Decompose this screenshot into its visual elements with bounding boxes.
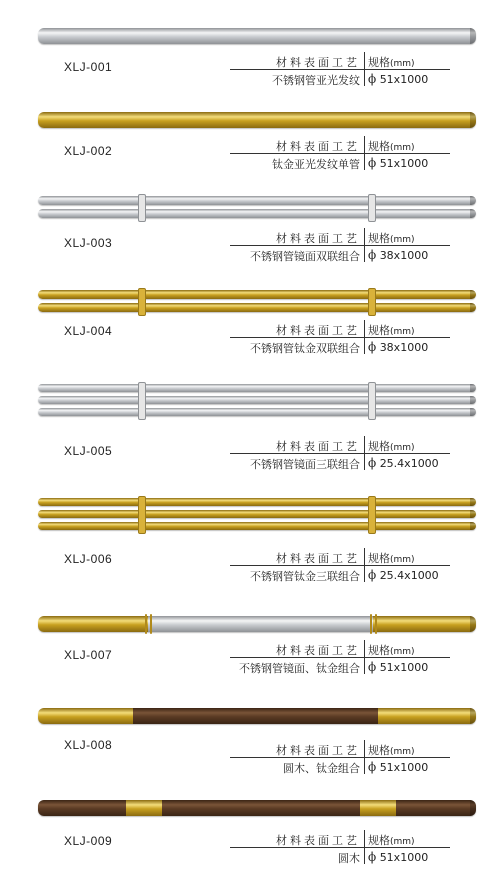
- tube: [38, 290, 476, 299]
- joint-ring: [370, 614, 372, 634]
- tube-end-cap: [470, 196, 476, 205]
- column-divider: [364, 640, 365, 674]
- tube-segment: [148, 616, 373, 632]
- spec-header-row: [230, 436, 450, 454]
- material-value: 不锈钢管钛金三联组合: [250, 570, 360, 583]
- tube-end-cap: [470, 510, 476, 518]
- material-header: 材料表面工艺: [276, 232, 360, 245]
- joint-ring: [375, 614, 377, 634]
- spec-header: 规格(mm): [368, 140, 415, 153]
- joint-ring: [150, 614, 152, 634]
- tube-end-cap: [470, 498, 476, 506]
- tube: [38, 209, 476, 218]
- tube: [38, 616, 476, 632]
- diameter-symbol: ϕ: [368, 760, 377, 774]
- spec-table: [230, 52, 450, 87]
- product-code: XLJ-005: [64, 444, 113, 458]
- spec-value: ϕ 38x1000: [368, 340, 429, 354]
- tube: [38, 112, 476, 128]
- spec-value-row: [230, 758, 450, 775]
- diameter-symbol: ϕ: [368, 340, 377, 354]
- product-code: XLJ-001: [64, 60, 113, 74]
- material-value: 不锈钢管镜面、钛金组合: [239, 662, 360, 675]
- spec-header-row: [230, 548, 450, 566]
- spec-table: [230, 320, 450, 355]
- diameter-symbol: ϕ: [368, 660, 377, 674]
- tube-segment: [126, 800, 162, 816]
- material-value: 圆木: [338, 852, 360, 865]
- connector-bracket: [138, 382, 146, 420]
- spec-header: 规格(mm): [368, 440, 415, 453]
- column-divider: [364, 52, 365, 86]
- tube: [38, 396, 476, 404]
- connector-bracket: [368, 194, 376, 222]
- spec-header-row: [230, 228, 450, 246]
- tube-end-cap: [470, 396, 476, 404]
- spec-value: ϕ 38x1000: [368, 248, 429, 262]
- material-value: 不锈钢管镜面双联组合: [250, 250, 360, 263]
- tube-end-cap: [470, 112, 476, 128]
- spec-header-row: [230, 52, 450, 70]
- tube-end-cap: [470, 408, 476, 416]
- connector-bracket: [368, 288, 376, 316]
- spec-value: ϕ 25.4x1000: [368, 568, 439, 582]
- tube: [38, 384, 476, 392]
- product-code: XLJ-004: [64, 324, 113, 338]
- material-value: 不锈钢管钛金双联组合: [250, 342, 360, 355]
- spec-value-row: [230, 338, 450, 355]
- material-header: 材料表面工艺: [276, 744, 360, 757]
- connector-bracket: [138, 288, 146, 316]
- spec-header: 规格(mm): [368, 834, 415, 847]
- spec-header: 规格(mm): [368, 644, 415, 657]
- material-value: 不锈钢管亚光发纹: [272, 74, 360, 87]
- spec-header-row: [230, 640, 450, 658]
- spec-header-row: [230, 320, 450, 338]
- tube: [38, 498, 476, 506]
- diameter-symbol: ϕ: [368, 456, 377, 470]
- spec-table: [230, 640, 450, 675]
- tube-end-cap: [470, 303, 476, 312]
- material-header: 材料表面工艺: [276, 834, 360, 847]
- spec-value: ϕ 25.4x1000: [368, 456, 439, 470]
- tube-end-cap: [470, 616, 476, 632]
- material-header: 材料表面工艺: [276, 140, 360, 153]
- connector-bracket: [138, 496, 146, 534]
- diameter-symbol: ϕ: [368, 72, 377, 86]
- spec-header: 规格(mm): [368, 56, 415, 69]
- tube: [38, 510, 476, 518]
- tube-segment: [133, 708, 378, 724]
- column-divider: [364, 320, 365, 354]
- spec-value-row: [230, 454, 450, 471]
- tube: [38, 303, 476, 312]
- spec-header: 规格(mm): [368, 744, 415, 757]
- spec-table: [230, 436, 450, 471]
- tube: [38, 708, 476, 724]
- spec-value: ϕ 51x1000: [368, 760, 429, 774]
- tube: [38, 28, 476, 44]
- tube: [38, 408, 476, 416]
- column-divider: [364, 436, 365, 470]
- material-value: 不锈钢管镜面三联组合: [250, 458, 360, 471]
- connector-bracket: [138, 194, 146, 222]
- joint-ring: [145, 614, 147, 634]
- tube-end-cap: [470, 290, 476, 299]
- spec-value-row: [230, 246, 450, 263]
- tube-end-cap: [470, 522, 476, 530]
- column-divider: [364, 548, 365, 582]
- tube-end-cap: [470, 28, 476, 44]
- spec-header: 规格(mm): [368, 232, 415, 245]
- tube: [38, 196, 476, 205]
- connector-bracket: [368, 382, 376, 420]
- tube-end-cap: [470, 384, 476, 392]
- tube-end-cap: [470, 708, 476, 724]
- spec-value-row: [230, 566, 450, 583]
- product-code: XLJ-003: [64, 236, 113, 250]
- column-divider: [364, 228, 365, 262]
- tube-segment: [360, 800, 396, 816]
- spec-value-row: [230, 658, 450, 675]
- spec-table: [230, 830, 450, 865]
- column-divider: [364, 136, 365, 170]
- product-code: XLJ-006: [64, 552, 113, 566]
- spec-header-row: [230, 136, 450, 154]
- diameter-symbol: ϕ: [368, 850, 377, 864]
- spec-header-row: [230, 740, 450, 758]
- spec-value: ϕ 51x1000: [368, 72, 429, 86]
- spec-header: 规格(mm): [368, 324, 415, 337]
- spec-value: ϕ 51x1000: [368, 156, 429, 170]
- material-header: 材料表面工艺: [276, 56, 360, 69]
- spec-value-row: [230, 70, 450, 87]
- product-code: XLJ-008: [64, 738, 113, 752]
- material-header: 材料表面工艺: [276, 552, 360, 565]
- diameter-symbol: ϕ: [368, 568, 377, 582]
- diameter-symbol: ϕ: [368, 248, 377, 262]
- spec-value: ϕ 51x1000: [368, 660, 429, 674]
- spec-table: [230, 228, 450, 263]
- spec-value: ϕ 51x1000: [368, 850, 429, 864]
- material-header: 材料表面工艺: [276, 324, 360, 337]
- tube: [38, 800, 476, 816]
- spec-table: [230, 740, 450, 775]
- spec-header-row: [230, 830, 450, 848]
- column-divider: [364, 830, 365, 864]
- product-code: XLJ-009: [64, 834, 113, 848]
- connector-bracket: [368, 496, 376, 534]
- column-divider: [364, 740, 365, 774]
- tube: [38, 522, 476, 530]
- material-value: 圆木、钛金组合: [283, 762, 360, 775]
- spec-value-row: [230, 848, 450, 865]
- material-header: 材料表面工艺: [276, 440, 360, 453]
- spec-value-row: [230, 154, 450, 171]
- product-code: XLJ-007: [64, 648, 113, 662]
- spec-table: [230, 136, 450, 171]
- tube-end-cap: [470, 209, 476, 218]
- product-code: XLJ-002: [64, 144, 113, 158]
- material-value: 钛金亚光发纹单管: [272, 158, 360, 171]
- spec-table: [230, 548, 450, 583]
- tube-end-cap: [470, 800, 476, 816]
- material-header: 材料表面工艺: [276, 644, 360, 657]
- spec-header: 规格(mm): [368, 552, 415, 565]
- diameter-symbol: ϕ: [368, 156, 377, 170]
